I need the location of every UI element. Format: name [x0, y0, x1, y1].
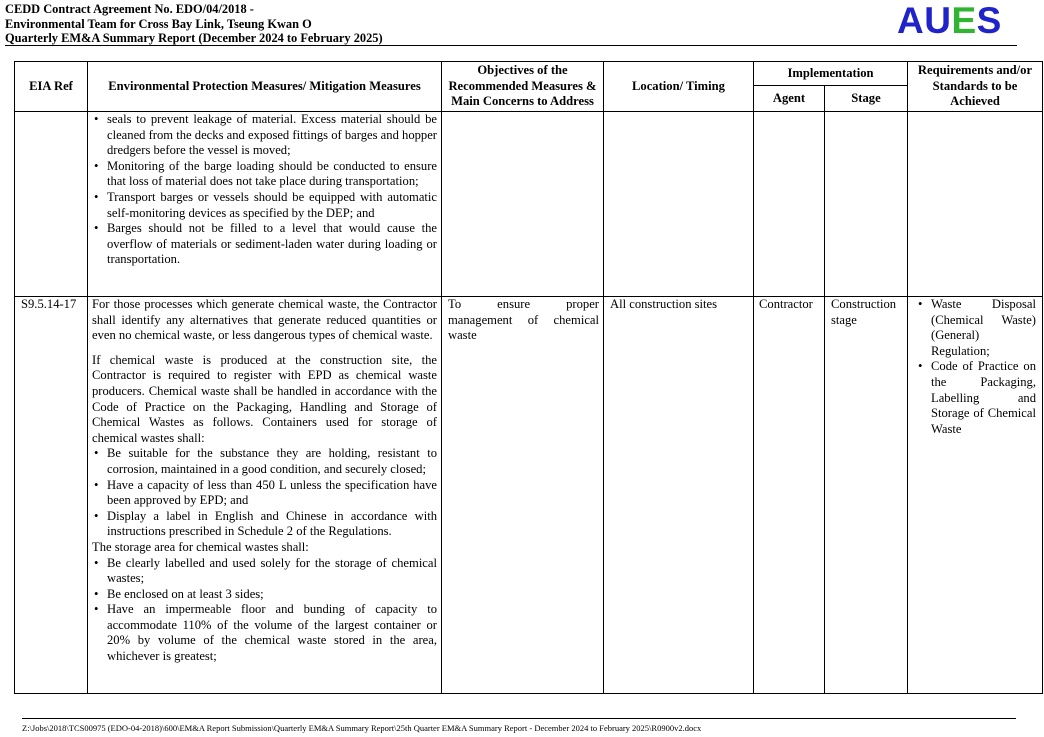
- barge-bullet-list: [92, 159, 437, 268]
- list-item: • Barges should not be filled to a level that would cause the overflow of materials or sediment-laden water during loading or transportation.: [107, 221, 437, 268]
- col-header-measures: Environmental Protection Measures/ Mitigation Measures: [88, 62, 442, 112]
- header-rule: [5, 45, 1017, 46]
- col-header-objectives: Objectives of the Recommended Measures & Main Concerns to Address: [442, 62, 604, 112]
- report-title-line: Quarterly EM&A Summary Report (December 2024 to February 2025): [5, 31, 383, 46]
- list-item: • Have a capacity of less than 450 L unless the specification have been approved by EPD; and: [107, 478, 437, 509]
- footer-rule: [22, 718, 1016, 719]
- location-cell: All construction sites: [604, 297, 754, 694]
- team-line: Environmental Team for Cross Bay Link, Tseung Kwan O: [5, 16, 312, 31]
- file-path-footer: Z:\Jobs\2018\TCS00975 (EDO-04-2018)\600\EM&A Report Submission\Quarterly EM&A Summary Report\25th Quarter EM&A Summary Report - December 2024 to February 2025\R0900v2.docx: [22, 723, 702, 733]
- measures-cell: [88, 297, 442, 694]
- requirements-cell: [908, 297, 1043, 694]
- list-item: • Monitoring of the barge loading should be conducted to ensure that loss of material does not take place during transportation;: [107, 159, 437, 190]
- container-bullet-list: [92, 446, 437, 540]
- col-header-eia-ref: EIA Ref: [15, 62, 88, 112]
- document-header: [5, 2, 383, 46]
- stage-cell: Construction stage: [825, 297, 908, 694]
- storage-bullet-list: [92, 556, 437, 665]
- paragraph: If chemical waste is produced at the construction site, the Contractor is required to register with EPD as chemical waste producers. Chemical waste shall be handled in accordance with the Code of Practice on the Packaging, Handling and Storage of Chemical Wastes as follows. Containers used for storage of chemical wastes shall:: [92, 352, 437, 445]
- agent-cell: Contractor: [754, 297, 825, 694]
- col-header-implementation: Implementation: [754, 62, 908, 86]
- list-item: • Code of Practice on the Packaging, Labelling and Storage of Chemical Waste: [931, 359, 1036, 437]
- paragraph: The storage area for chemical wastes shall:: [92, 539, 309, 554]
- eia-ref-cell: [15, 112, 88, 297]
- contract-line: CEDD Contract Agreement No. EDO/04/2018 -: [5, 2, 254, 16]
- table-row: [15, 297, 1043, 694]
- measures-cell: [88, 112, 442, 297]
- mitigation-measures-table: [14, 61, 1043, 694]
- col-header-stage: Stage: [825, 86, 908, 112]
- list-item: • Be suitable for the substance they are holding, resistant to corrosion, maintained in a good condition, and securely closed;: [107, 446, 437, 477]
- table-row: [15, 112, 1043, 297]
- aues-logo: AUES: [897, 0, 1002, 41]
- list-item: • Have an impermeable floor and bunding of capacity to accommodate 110% of the volume of the largest container or 20% by volume of the chemical waste stored in the area, whichever is greatest;: [107, 602, 437, 664]
- objective-cell: To ensure proper management of chemical waste: [442, 297, 604, 694]
- list-item: • Be clearly labelled and used solely for the storage of chemical wastes;: [107, 556, 437, 587]
- col-header-requirements: Requirements and/or Standards to be Achieved: [908, 62, 1043, 112]
- requirements-bullet-list: [916, 297, 1036, 437]
- list-item: • Be enclosed on at least 3 sides;: [107, 587, 437, 603]
- list-item: • Waste Disposal (Chemical Waste) (General) Regulation;: [931, 297, 1036, 359]
- paragraph: For those processes which generate chemical waste, the Contractor shall identify any alternatives that generate reduced quantities or even no chemical waste, or less dangerous types of chemical waste.: [92, 297, 437, 343]
- list-item: • Transport barges or vessels should be equipped with automatic self-monitoring devices as specified by the DEP; and: [107, 190, 437, 221]
- col-header-location: Location/ Timing: [604, 62, 754, 112]
- eia-ref-cell: S9.5.14-17: [15, 297, 88, 694]
- list-item: • Display a label in English and Chinese in accordance with instructions prescribed in Schedule 2 of the Regulations.: [107, 509, 437, 540]
- continued-text: • seals to prevent leakage of material. Excess material should be cleaned from the decks and exposed fittings of barges and hopper dredgers before the vessel is moved;: [107, 112, 437, 159]
- col-header-agent: Agent: [754, 86, 825, 112]
